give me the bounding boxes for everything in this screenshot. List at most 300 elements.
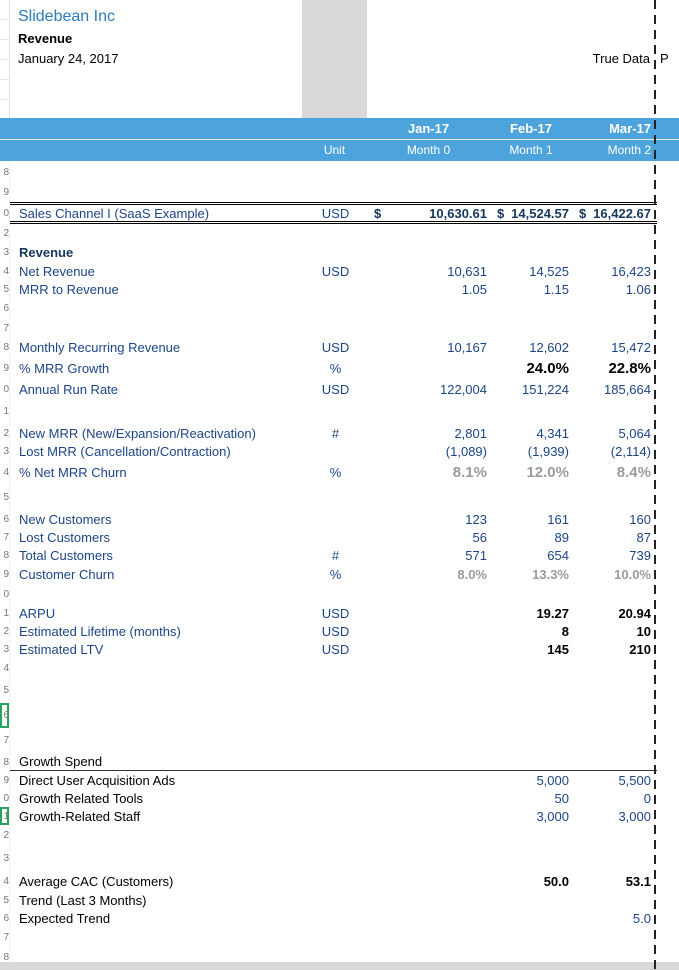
value-cell-jan[interactable]: [368, 678, 491, 703]
header-label-spacer: [9, 118, 302, 139]
unit-cell[interactable]: USD: [303, 202, 368, 224]
row-label-cell[interactable]: Growth-Related Staff: [19, 808, 141, 824]
true-data-label[interactable]: True Data: [592, 51, 650, 66]
header-month-2[interactable]: Month 2: [607, 143, 651, 157]
value-cell-feb[interactable]: [491, 162, 573, 182]
value-cell-feb[interactable]: [491, 242, 573, 262]
sheet-row-blank: [0, 298, 679, 318]
row-label-cell[interactable]: ARPU: [19, 605, 56, 621]
sheet-row-blank: [0, 927, 679, 947]
value-cell-mar[interactable]: [573, 298, 657, 318]
row-number[interactable]: 7: [0, 318, 10, 338]
month-index-header-row: [0, 140, 679, 161]
unit-cell[interactable]: USD: [321, 339, 350, 355]
sheet-row: [0, 564, 679, 584]
unit-cell[interactable]: [303, 927, 368, 947]
value-cell-jan[interactable]: [368, 298, 491, 318]
value-cell-jan[interactable]: [368, 398, 491, 424]
rows: [0, 162, 679, 967]
row-number[interactable]: 8: [0, 338, 10, 356]
value-cell-mar[interactable]: [573, 242, 657, 262]
value-cell-mar[interactable]: [573, 753, 657, 771]
currency-symbol: $: [374, 205, 382, 221]
value-cell-jan[interactable]: [368, 825, 491, 845]
row-number[interactable]: 4: [0, 460, 10, 484]
row-label-cell[interactable]: [10, 845, 303, 871]
value-cell-mar[interactable]: 15,472: [611, 339, 651, 355]
row-number[interactable]: 1: [0, 398, 10, 424]
sheet-row: [0, 807, 679, 825]
value-cell-mar[interactable]: [573, 484, 657, 510]
sheet-row: [0, 891, 679, 909]
row-label-cell[interactable]: Monthly Recurring Revenue: [19, 339, 181, 355]
value-cell-feb[interactable]: 654: [547, 547, 569, 563]
value-cell-jan[interactable]: [368, 658, 491, 678]
currency-symbol: $: [497, 205, 505, 221]
row-number[interactable]: 4: [0, 262, 10, 280]
value-cell-jan[interactable]: 8.0%: [457, 566, 487, 582]
value-cell-feb[interactable]: 1.15: [543, 281, 569, 297]
row-label-cell[interactable]: Customer Churn: [19, 566, 115, 582]
row-label-cell[interactable]: [10, 728, 303, 753]
unit-cell[interactable]: [303, 753, 368, 771]
unit-cell[interactable]: [303, 510, 368, 528]
sheet-row-blank: [0, 224, 679, 242]
value-cell-jan[interactable]: [368, 640, 491, 658]
value-cell-feb[interactable]: [491, 825, 573, 845]
sheet-row-blank: [0, 845, 679, 871]
row-number[interactable]: 7: [0, 728, 10, 753]
row-number[interactable]: 1: [0, 807, 10, 825]
row-number[interactable]: 5: [0, 891, 10, 909]
row-number[interactable]: 4: [0, 871, 10, 891]
value-cell-mar[interactable]: [573, 678, 657, 703]
sheet-row: [0, 753, 679, 771]
header-unit-spacer: [302, 118, 367, 139]
value-cell-jan[interactable]: [368, 845, 491, 871]
unit-cell[interactable]: [303, 298, 368, 318]
row-number[interactable]: 3: [0, 640, 10, 658]
value-cell-mar[interactable]: 739: [629, 547, 651, 563]
value-cell-feb[interactable]: 4,341: [536, 425, 569, 441]
value-cell-jan[interactable]: [368, 789, 491, 807]
value-cell-feb[interactable]: [491, 909, 573, 927]
row-label-cell[interactable]: [10, 224, 303, 242]
row-label-cell[interactable]: [10, 703, 303, 728]
unit-cell[interactable]: USD: [321, 623, 350, 639]
row-number[interactable]: 9: [0, 564, 10, 584]
value-cell-mar[interactable]: [573, 891, 657, 909]
row-label-cell[interactable]: [10, 298, 303, 318]
value-cell-feb[interactable]: 12,602: [529, 339, 569, 355]
sheet-row: [0, 460, 679, 484]
sheet-row: [0, 202, 679, 224]
value-cell-mar[interactable]: 16,423: [611, 263, 651, 279]
unit-cell[interactable]: [303, 442, 368, 460]
unit-cell[interactable]: [303, 398, 368, 424]
value-cell-jan[interactable]: [368, 927, 491, 947]
value-cell-jan[interactable]: (1,089): [445, 443, 487, 459]
row-number[interactable]: 8: [0, 753, 10, 771]
sheet-row-blank: [0, 703, 679, 728]
row-number[interactable]: 6: [0, 703, 10, 728]
sheet-row: [0, 909, 679, 927]
value-cell-feb[interactable]: [491, 728, 573, 753]
value-cell-mar[interactable]: [573, 398, 657, 424]
value-cell-jan[interactable]: [368, 771, 491, 789]
value-cell-jan[interactable]: [368, 909, 491, 927]
row-number[interactable]: 2: [0, 825, 10, 845]
sheet-row: [0, 528, 679, 546]
value-cell-jan[interactable]: [368, 728, 491, 753]
header-feb[interactable]: Feb-17: [510, 121, 552, 136]
value-cell-mar[interactable]: 87: [636, 529, 651, 545]
row-label-cell[interactable]: [10, 825, 303, 845]
row-number[interactable]: 7: [0, 528, 10, 546]
value-cell-mar[interactable]: [573, 224, 657, 242]
row-number[interactable]: 6: [0, 510, 10, 528]
unit-cell[interactable]: USD: [321, 263, 350, 279]
next-page-partial-text: P: [660, 51, 669, 66]
row-label-cell[interactable]: Estimated LTV: [19, 641, 104, 657]
row-number-gutter: [0, 0, 10, 118]
header-label-spacer: [9, 140, 302, 161]
value-cell-mar[interactable]: 3,000: [618, 808, 651, 824]
value-cell-mar[interactable]: 185,664: [604, 381, 651, 397]
row-label-cell[interactable]: Expected Trend: [19, 910, 111, 926]
value-cell-feb[interactable]: [491, 845, 573, 871]
value-cell-jan[interactable]: [368, 703, 491, 728]
value-cell-jan[interactable]: [368, 224, 491, 242]
row-label-cell[interactable]: Growth Related Tools: [19, 790, 144, 806]
value-cell-mar[interactable]: [573, 825, 657, 845]
unit-cell[interactable]: USD: [321, 605, 350, 621]
row-label-cell[interactable]: New Customers: [19, 511, 112, 527]
value-cell-mar[interactable]: 22.8%: [608, 359, 651, 377]
row-label-cell[interactable]: Lost Customers: [19, 529, 111, 545]
unit-cell[interactable]: [303, 909, 368, 927]
value-cell-feb[interactable]: [491, 753, 573, 771]
value-cell-feb[interactable]: 19.27: [536, 605, 569, 621]
unit-cell[interactable]: #: [331, 547, 340, 563]
value-cell-feb[interactable]: 14,525: [529, 263, 569, 279]
header-month-1[interactable]: Month 1: [509, 143, 553, 157]
row-label-cell[interactable]: [10, 484, 303, 510]
value-cell-jan[interactable]: 123: [465, 511, 487, 527]
sheet-title-cell[interactable]: Revenue: [18, 31, 73, 46]
row-number[interactable]: 1: [0, 604, 10, 622]
row-number[interactable]: 3: [0, 442, 10, 460]
row-number[interactable]: 8: [0, 947, 10, 967]
sheet-row: [0, 546, 679, 564]
value-cell-jan[interactable]: [368, 202, 491, 224]
value-cell-feb[interactable]: [491, 484, 573, 510]
value-cell-mar[interactable]: [573, 845, 657, 871]
value-cell-feb[interactable]: 8: [561, 623, 569, 639]
unit-cell[interactable]: USD: [321, 641, 350, 657]
value-cell-feb[interactable]: [491, 678, 573, 703]
unit-cell[interactable]: [303, 678, 368, 703]
row-label-cell[interactable]: % MRR Growth: [19, 360, 110, 376]
unit-cell[interactable]: [303, 771, 368, 789]
row-number[interactable]: 9: [0, 182, 10, 202]
unit-cell[interactable]: %: [329, 566, 342, 582]
value-cell-mar[interactable]: 8.4%: [616, 463, 651, 481]
row-label-cell[interactable]: Annual Run Rate: [19, 381, 119, 397]
unit-cell[interactable]: [303, 845, 368, 871]
row-label-cell[interactable]: [10, 162, 303, 182]
unit-cell[interactable]: [303, 318, 368, 338]
unit-cell[interactable]: [303, 224, 368, 242]
value-cell-feb[interactable]: [491, 182, 573, 202]
value-cell-jan[interactable]: 571: [465, 547, 487, 563]
row-number[interactable]: 0: [0, 789, 10, 807]
value-cell-jan[interactable]: 8.1%: [452, 463, 487, 481]
value-cell-mar[interactable]: [573, 318, 657, 338]
value-cell-feb[interactable]: [491, 224, 573, 242]
value-cell-mar[interactable]: 53.1: [625, 873, 651, 889]
row-number[interactable]: 3: [0, 242, 10, 262]
value-cell-jan[interactable]: 2,801: [454, 425, 487, 441]
month-name-header-row: [0, 118, 679, 140]
value-cell-mar[interactable]: (2,114): [610, 443, 651, 459]
row-number[interactable]: 8: [0, 546, 10, 564]
value-cell-mar[interactable]: 1.06: [625, 281, 651, 297]
row-label-cell[interactable]: New MRR (New/Expansion/Reactivation): [19, 425, 256, 441]
unit-cell[interactable]: [303, 871, 368, 891]
row-label-cell[interactable]: [10, 584, 303, 604]
sheet-row-blank: [0, 318, 679, 338]
sheet-row: [0, 871, 679, 891]
value-cell-feb[interactable]: 145: [547, 641, 569, 657]
sheet-row: [0, 622, 679, 640]
value-cell-feb[interactable]: 3,000: [536, 808, 569, 824]
sheet-date-cell[interactable]: January 24, 2017: [18, 51, 119, 66]
value-cell-jan[interactable]: [368, 871, 491, 891]
value-cell-jan[interactable]: [368, 356, 491, 380]
row-label-cell[interactable]: Trend (Last 3 Months): [19, 892, 147, 908]
row-number[interactable]: 9: [0, 771, 10, 789]
row-label-cell[interactable]: [10, 678, 303, 703]
row-label-cell[interactable]: MRR to Revenue: [19, 281, 119, 297]
value-cell-feb[interactable]: 50: [554, 790, 569, 806]
row-number[interactable]: 2: [0, 224, 10, 242]
value-cell-jan[interactable]: [368, 242, 491, 262]
value-cell-jan[interactable]: 1.05: [461, 281, 487, 297]
row-number[interactable]: 5: [0, 484, 10, 510]
value-cell-feb[interactable]: 50.0: [543, 873, 569, 889]
header-month-0[interactable]: Month 0: [406, 143, 451, 157]
row-label-cell[interactable]: % Net MRR Churn: [19, 464, 127, 480]
value-cell-jan[interactable]: [368, 807, 491, 825]
value-cell-mar[interactable]: 5.0: [632, 910, 651, 926]
value-cell-feb[interactable]: [491, 398, 573, 424]
unit-cell[interactable]: USD: [321, 381, 350, 397]
value-cell-feb[interactable]: 89: [554, 529, 569, 545]
unit-column-shading: [302, 0, 367, 118]
value-cell-feb[interactable]: (1,939): [527, 443, 569, 459]
sheet-row: [0, 604, 679, 622]
unit-cell[interactable]: [303, 242, 368, 262]
sheet-row: [0, 424, 679, 442]
header-jan[interactable]: Jan-17: [407, 121, 450, 136]
row-label-cell[interactable]: Direct User Acquisition Ads: [19, 772, 176, 788]
amount-text: 14,524.57: [511, 205, 569, 221]
row-number[interactable]: 6: [0, 909, 10, 927]
value-cell-feb[interactable]: [491, 658, 573, 678]
row-label-cell[interactable]: [10, 658, 303, 678]
row-label-cell[interactable]: Revenue: [19, 244, 74, 260]
value-cell-feb[interactable]: [491, 298, 573, 318]
row-label-cell[interactable]: Estimated Lifetime (months): [19, 623, 181, 639]
row-label-cell[interactable]: [10, 398, 303, 424]
value-cell-jan[interactable]: [368, 162, 491, 182]
value-cell-jan[interactable]: [368, 484, 491, 510]
value-cell-feb[interactable]: 24.0%: [526, 359, 569, 377]
unit-cell[interactable]: [303, 484, 368, 510]
value-cell-feb[interactable]: [491, 318, 573, 338]
row-number[interactable]: 0: [0, 380, 10, 398]
unit-cell[interactable]: [303, 182, 368, 202]
value-cell-feb[interactable]: 13.3%: [532, 566, 569, 582]
value-cell-jan[interactable]: [368, 604, 491, 622]
row-label-cell[interactable]: Sales Channel I (SaaS Example): [10, 202, 303, 224]
value-cell-feb[interactable]: [491, 927, 573, 947]
value-cell-mar[interactable]: [573, 658, 657, 678]
sheet-row-blank: [0, 825, 679, 845]
value-cell-jan[interactable]: 10,631: [447, 263, 487, 279]
value-cell-jan[interactable]: 122,004: [440, 381, 487, 397]
value-cell-mar[interactable]: 0: [643, 790, 651, 806]
row-label-cell[interactable]: Average CAC (Customers): [19, 873, 174, 889]
sheet-row-blank: [0, 484, 679, 510]
unit-cell[interactable]: [303, 807, 368, 825]
value-cell-feb[interactable]: [491, 703, 573, 728]
value-cell-mar[interactable]: 20.94: [618, 605, 651, 621]
unit-cell[interactable]: [303, 703, 368, 728]
sheet-row-blank: [0, 658, 679, 678]
row-number[interactable]: 0: [0, 202, 10, 224]
unit-cell[interactable]: #: [331, 425, 340, 441]
sheet-row: [0, 771, 679, 789]
value-cell-jan[interactable]: [368, 584, 491, 604]
value-cell-feb[interactable]: [491, 584, 573, 604]
sheet-row: [0, 356, 679, 380]
value-cell-mar[interactable]: [573, 728, 657, 753]
sheet-row: [0, 338, 679, 356]
sheet-row: [0, 280, 679, 298]
value-cell-mar[interactable]: 160: [629, 511, 651, 527]
amount-text: 16,422.67: [593, 205, 651, 221]
row-label-cell[interactable]: Lost MRR (Cancellation/Contraction): [19, 443, 231, 459]
value-cell-mar[interactable]: [573, 162, 657, 182]
company-name-cell[interactable]: Slidebean Inc: [18, 8, 115, 25]
row-number[interactable]: 6: [0, 298, 10, 318]
unit-cell[interactable]: %: [329, 464, 342, 480]
row-number[interactable]: 2: [0, 424, 10, 442]
unit-cell[interactable]: %: [329, 360, 342, 376]
row-label-cell[interactable]: [10, 318, 303, 338]
unit-cell[interactable]: [303, 280, 368, 298]
sheet-row-blank: [0, 584, 679, 604]
header-mar[interactable]: Mar-17: [609, 121, 651, 136]
sheet-row: [0, 242, 679, 262]
sheet-row: [0, 442, 679, 460]
value-cell-feb[interactable]: 12.0%: [526, 463, 569, 481]
row-number[interactable]: 2: [0, 622, 10, 640]
row-number[interactable]: 3: [0, 845, 10, 871]
value-cell-feb[interactable]: 161: [547, 511, 569, 527]
value-cell-feb[interactable]: [491, 202, 573, 224]
row-number[interactable]: 7: [0, 927, 10, 947]
unit-cell[interactable]: [303, 728, 368, 753]
sheet-row: [0, 510, 679, 528]
value-cell-jan[interactable]: 10,167: [447, 339, 487, 355]
value-cell-jan[interactable]: [368, 622, 491, 640]
value-cell-feb[interactable]: [491, 891, 573, 909]
value-cell-mar[interactable]: 10.0%: [614, 566, 651, 582]
value-cell-mar[interactable]: [573, 584, 657, 604]
header-gutter-cell: [0, 140, 9, 161]
unit-cell[interactable]: [303, 789, 368, 807]
value-cell-feb[interactable]: 5,000: [536, 772, 569, 788]
amount-text: 10,630.61: [429, 205, 487, 221]
value-cell-mar[interactable]: [573, 202, 657, 224]
value-cell-mar[interactable]: [573, 182, 657, 202]
value-cell-mar[interactable]: 210: [629, 641, 651, 657]
row-label-cell[interactable]: [10, 927, 303, 947]
unit-cell[interactable]: [303, 825, 368, 845]
bottom-gray-strip: [0, 962, 679, 970]
row-label-cell[interactable]: [10, 182, 303, 202]
row-number[interactable]: 0: [0, 584, 10, 604]
sheet-row-blank: [0, 678, 679, 703]
row-label-cell[interactable]: Total Customers: [19, 547, 113, 563]
value-cell-jan[interactable]: 56: [472, 529, 487, 545]
unit-cell[interactable]: [303, 891, 368, 909]
value-cell-jan[interactable]: [368, 182, 491, 202]
unit-cell[interactable]: [303, 584, 368, 604]
column-header-band: [0, 118, 679, 161]
sheet-row: [0, 789, 679, 807]
unit-cell[interactable]: [303, 658, 368, 678]
row-number[interactable]: 4: [0, 658, 10, 678]
value-cell-jan[interactable]: [368, 318, 491, 338]
row-label-cell[interactable]: Growth Spend: [10, 753, 303, 771]
sheet-row: [0, 640, 679, 658]
sheet-row-blank: [0, 182, 679, 202]
row-number[interactable]: 5: [0, 280, 10, 298]
sheet-row-blank: [0, 398, 679, 424]
header-unit-label[interactable]: Unit: [323, 143, 346, 157]
value-cell-feb[interactable]: 151,224: [522, 381, 569, 397]
sheet-row-blank: [0, 728, 679, 753]
value-cell-mar[interactable]: 5,064: [618, 425, 651, 441]
row-number[interactable]: 5: [0, 678, 10, 703]
value-cell-mar[interactable]: [573, 927, 657, 947]
value-cell-jan[interactable]: [368, 753, 491, 771]
row-number[interactable]: 8: [0, 162, 10, 182]
row-number[interactable]: 9: [0, 356, 10, 380]
value-cell-mar[interactable]: 10: [636, 623, 651, 639]
unit-cell[interactable]: [303, 528, 368, 546]
value-cell-mar[interactable]: [573, 703, 657, 728]
header-gutter-cell: [0, 118, 9, 139]
value-cell-mar[interactable]: 5,500: [618, 772, 651, 788]
unit-cell[interactable]: [303, 162, 368, 182]
value-cell-jan[interactable]: [368, 891, 491, 909]
row-label-cell[interactable]: Net Revenue: [19, 263, 95, 279]
